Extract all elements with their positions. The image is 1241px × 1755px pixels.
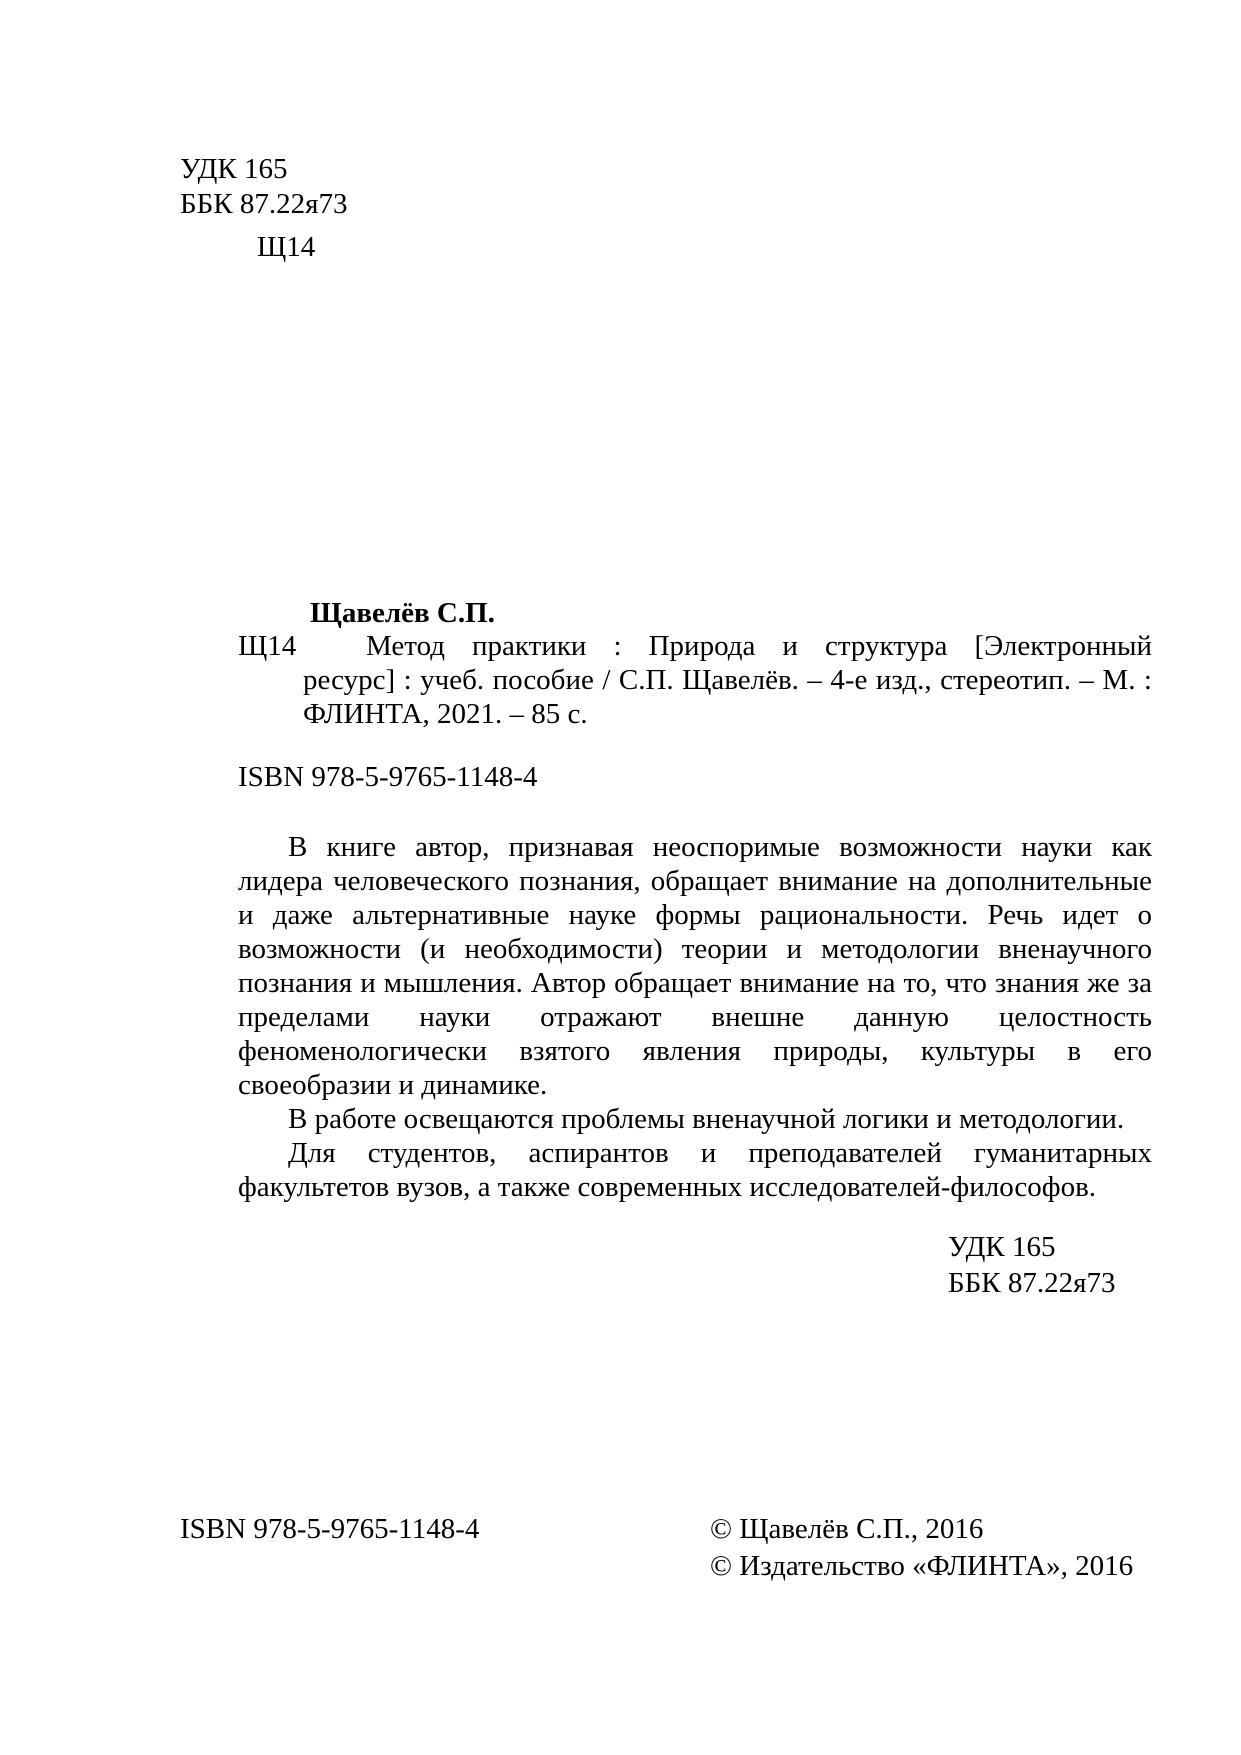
udk-code: УДК 165 (948, 1231, 1056, 1263)
top-classification-codes (180, 152, 348, 264)
abstract-line: Для студентов, аспирантов и преподавателей гуманитарных (288, 1137, 1152, 1169)
abstract-line: и даже альтернативные науке формы рациональности. Речь идет о (238, 899, 1152, 931)
abstract-line: своеобразии и динамике. (238, 1069, 548, 1101)
bottom-classification-codes (948, 1230, 1116, 1300)
abstract-line: познания и мышления. Автор обращает внимание на то, что знания же за (238, 967, 1152, 999)
entry-description-line: ресурс] : учеб. пособие / С.П. Щавелёв. – 4-е изд., стереотип. – М. : (303, 664, 1152, 696)
entry-title-line: Метод практики : Природа и структура [Электронный (366, 630, 1152, 662)
abstract-line: В книге автор, признавая неоспоримые возможности науки как (288, 831, 1152, 863)
abstract-line: пределами науки отражают внешне данную целостность (238, 1001, 1152, 1033)
author-cutter-code: Щ14 (257, 231, 316, 263)
abstract-line: феноменологически взятого явления природы, культуры в его (238, 1035, 1152, 1067)
copyright-block (710, 1512, 1133, 1583)
entry-publisher-line: ФЛИНТА, 2021. – 85 с. (303, 698, 588, 730)
copyright-publisher: © Издательство «ФЛИНТА», 2016 (710, 1550, 1134, 1582)
bbk-code: ББК 87.22я73 (948, 1267, 1116, 1299)
copyright-author: © Щавелёв С.П., 2016 (710, 1513, 984, 1545)
abstract (238, 830, 1152, 1204)
isbn-entry: ISBN 978-5-9765-1148-4 (238, 761, 538, 793)
entry-cutter-code: Щ14 (238, 630, 297, 662)
bbk-code: ББК 87.22я73 (180, 188, 348, 220)
bibliographic-entry (238, 629, 1152, 731)
author-heading: Щавелёв С.П. (310, 597, 495, 629)
isbn-footer: ISBN 978-5-9765-1148-4 (180, 1513, 480, 1545)
udk-code: УДК 165 (180, 153, 288, 185)
abstract-line: В работе освещаются проблемы вненаучной логики и методологии. (288, 1103, 1125, 1135)
abstract-line: лидера человеческого познания, обращает внимание на дополнительные (238, 865, 1152, 897)
abstract-line: возможности (и необходимости) теории и методологии вненаучного (238, 933, 1152, 965)
abstract-line: факультетов вузов, а также современных исследователей-философов. (238, 1171, 1097, 1203)
